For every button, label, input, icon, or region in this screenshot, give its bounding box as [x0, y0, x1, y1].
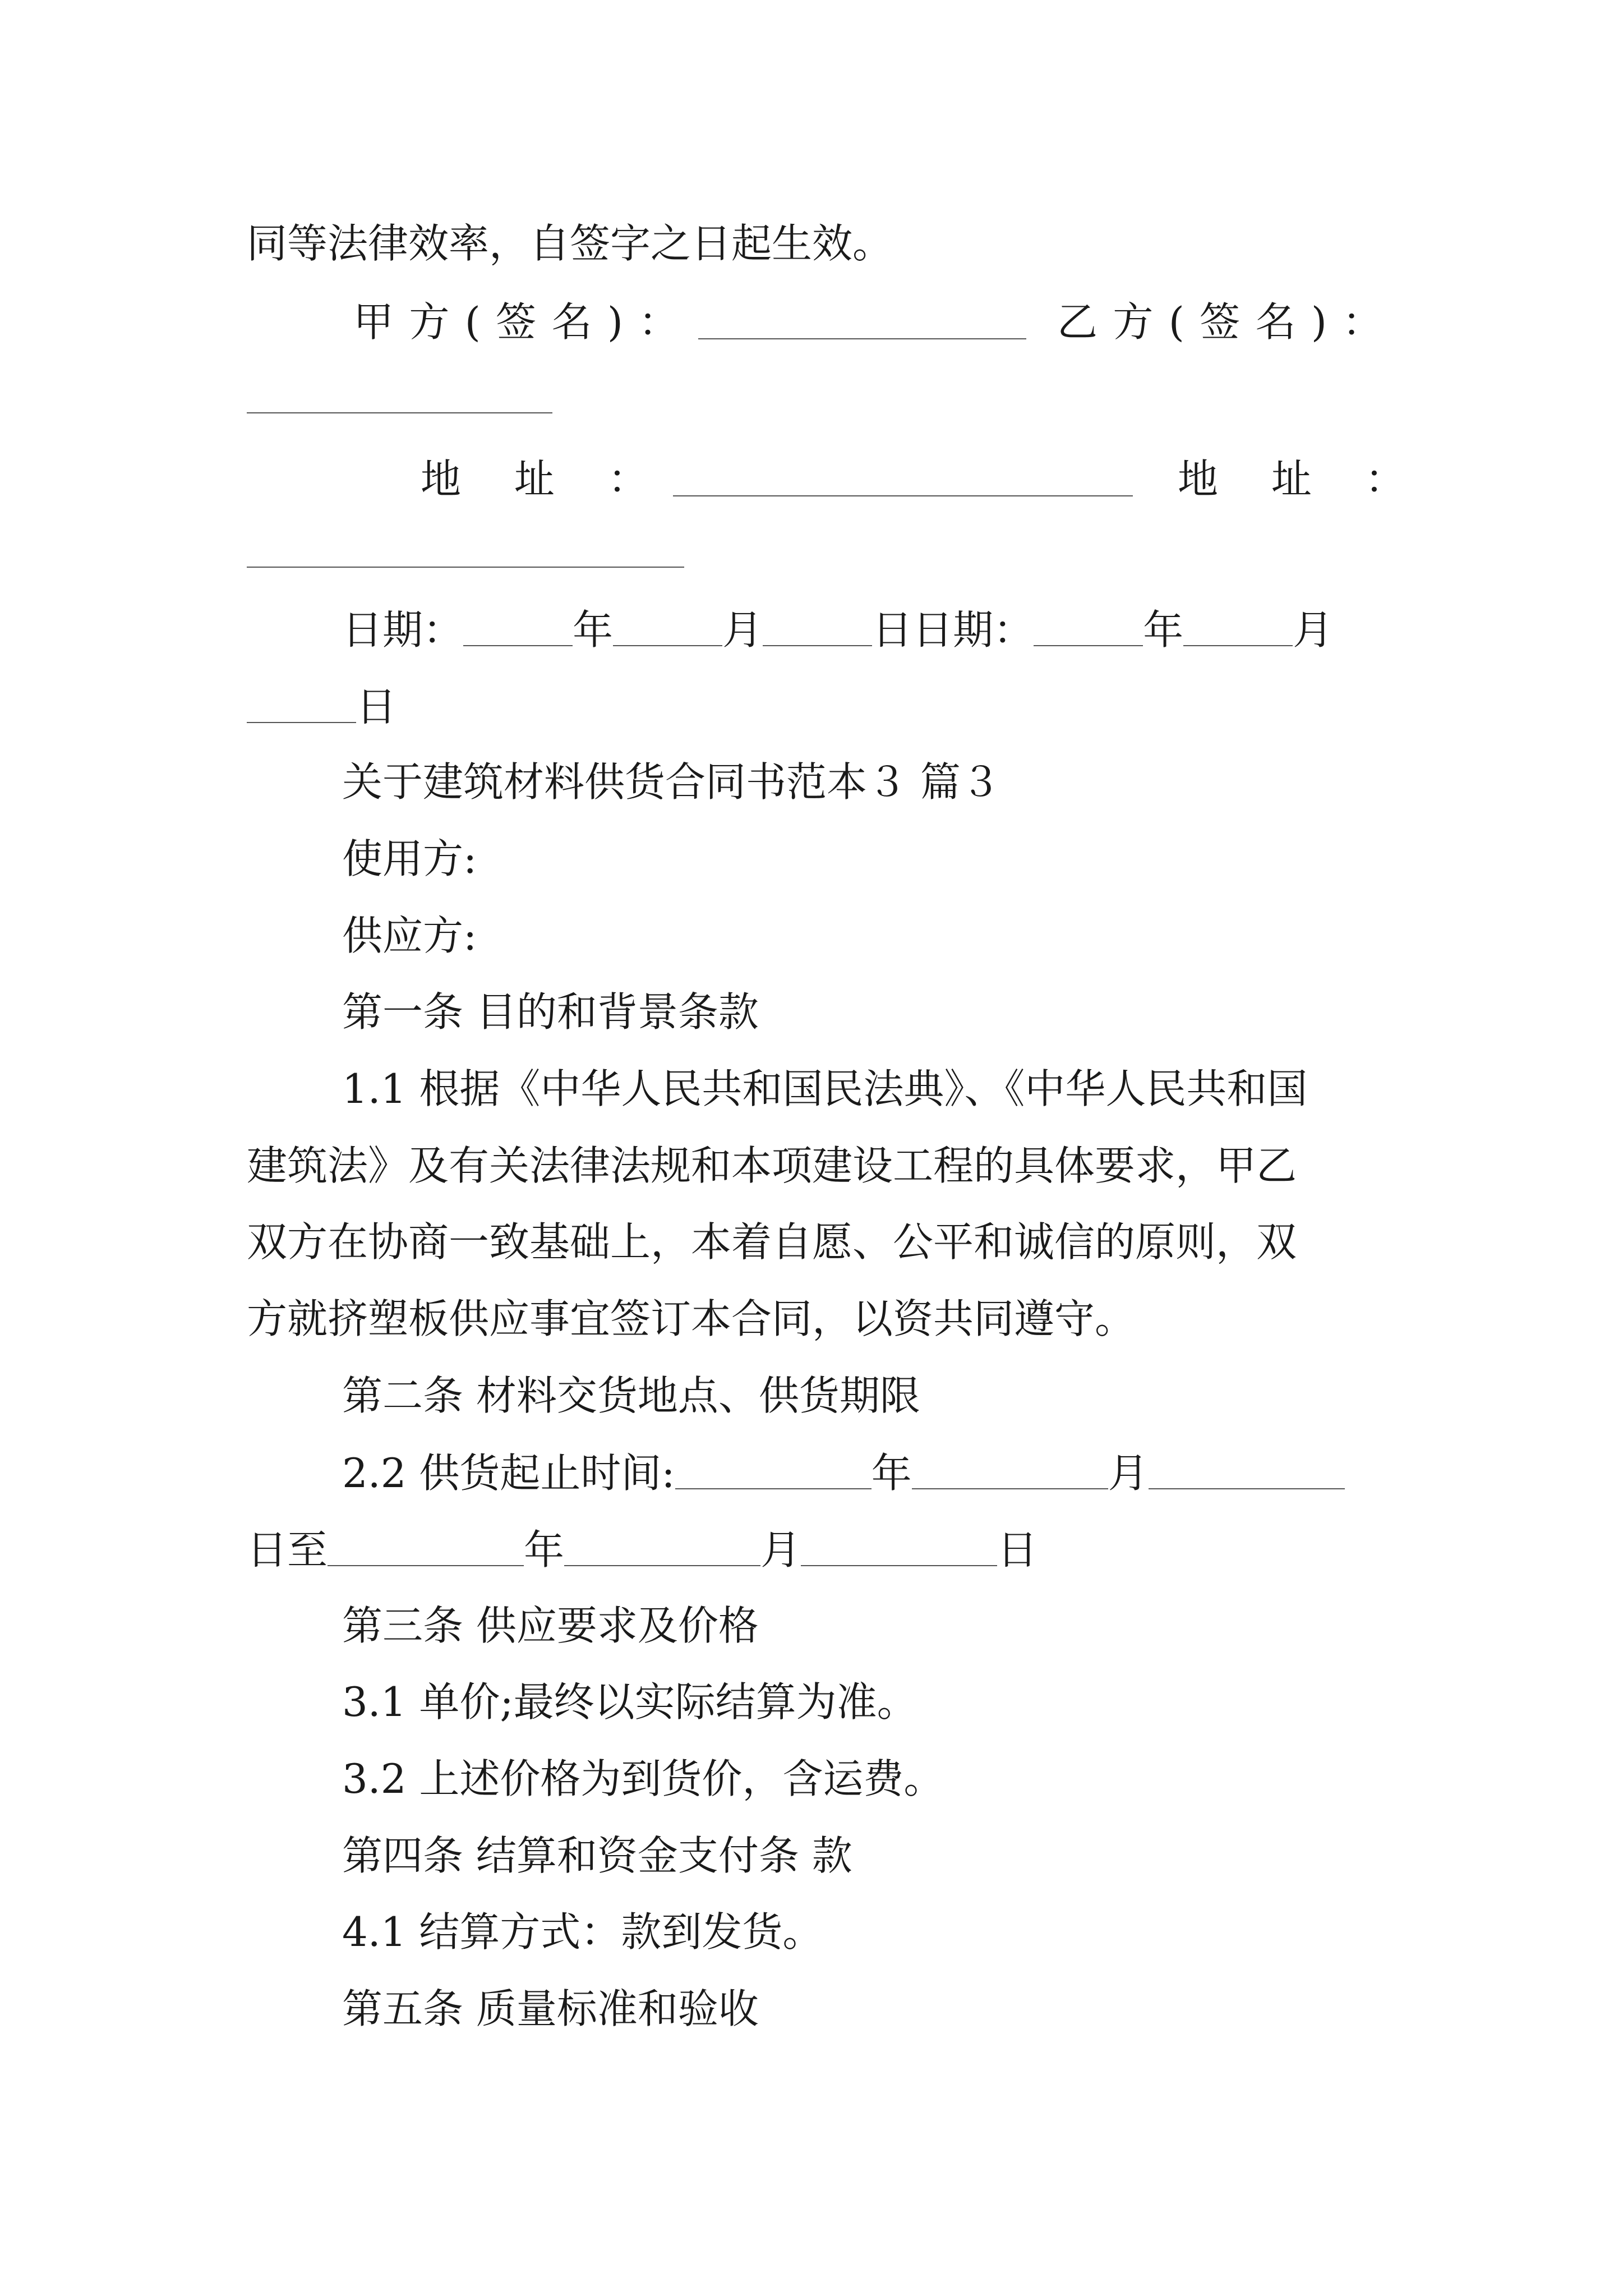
- day-a: 日: [872, 606, 913, 654]
- party-a-address-label: 地 址 ：: [421, 455, 668, 503]
- year-b: 年: [1143, 606, 1184, 654]
- to-day: 日: [997, 1526, 1038, 1574]
- blank: [801, 1529, 997, 1566]
- clause-2-2-label: 2.2 供货起止时间:: [342, 1450, 675, 1497]
- clause-3-2: 3.2 上述价格为到货价，含运费。: [342, 1755, 944, 1802]
- contract-title: 关于建筑材料供货合同书范本３ 篇３: [342, 758, 1001, 806]
- article-1-title: 第一条 目的和背景条款: [342, 988, 759, 1036]
- blank: [613, 609, 722, 646]
- blank: [1034, 609, 1143, 646]
- blank: [763, 609, 872, 646]
- user-party: 使用方:: [342, 835, 477, 882]
- date-row: [342, 606, 1334, 654]
- party-b-signature-line: [247, 376, 552, 417]
- article-4-title: 第四条 结算和资金支付条 款: [342, 1832, 852, 1879]
- date-to: 日至: [247, 1526, 328, 1574]
- blank: [1183, 609, 1293, 646]
- date-row-continued: [247, 683, 397, 731]
- supplier-party: 供应方:: [342, 912, 477, 959]
- party-b-signature-label: 乙方(签名)：: [1057, 298, 1398, 346]
- month-b: 月: [1293, 606, 1334, 654]
- party-b-address-line: [247, 530, 684, 572]
- blank: [328, 1529, 524, 1566]
- clause-2-2-continued: [247, 1526, 1038, 1574]
- clause-1-1-line-3: 双方在协商一致基础上，本着自愿、公平和诚信的原则，双: [247, 1218, 1297, 1266]
- article-2-title: 第二条 材料交货地点、供货期限: [342, 1372, 920, 1419]
- from-year: 年: [871, 1450, 912, 1497]
- year-a: 年: [573, 606, 614, 654]
- date-label-a: 日期：: [342, 606, 464, 654]
- article-5-title: 第五条 质量标准和验收: [342, 1985, 759, 2032]
- to-year: 年: [524, 1526, 565, 1574]
- from-month: 月: [1108, 1450, 1149, 1497]
- party-b-address-label: 地 址 ：: [1178, 455, 1426, 503]
- month-a: 月: [722, 606, 763, 654]
- date-label-b: 日期：: [912, 606, 1034, 654]
- party-a-signature-line: [698, 302, 1026, 343]
- clause-3-1: 3.1 单价;最终以实际结算为准。: [342, 1678, 917, 1726]
- blank: [1149, 1452, 1345, 1489]
- to-month: 月: [760, 1526, 801, 1574]
- party-a-signature-label: 甲方(签名)：: [353, 298, 694, 346]
- blank: [247, 685, 356, 723]
- blank: [912, 1452, 1108, 1489]
- clause-1-1-line-4: 方就挤塑板供应事宜签订本合同，以资共同遵守。: [247, 1295, 1136, 1342]
- party-a-address-line: [673, 459, 1133, 500]
- day-b: 日: [356, 683, 397, 731]
- clause-1-1-line-1: 1.1 根据《中华人民共和国民法典》、《中华人民共和国: [342, 1065, 1308, 1112]
- clause-4-1: 4.1 结算方式：款到发货。: [342, 1908, 823, 1955]
- blank: [564, 1529, 760, 1566]
- article-3-title: 第三条 供应要求及价格: [342, 1602, 759, 1649]
- blank: [675, 1452, 872, 1489]
- clause-2-2: [342, 1450, 1345, 1497]
- closing-line: 同等法律效率，自签字之日起生效。: [247, 220, 893, 267]
- clause-1-1-line-2: 建筑法》及有关法律法规和本项建设工程的具体要求，甲乙: [247, 1142, 1297, 1189]
- blank: [463, 609, 573, 646]
